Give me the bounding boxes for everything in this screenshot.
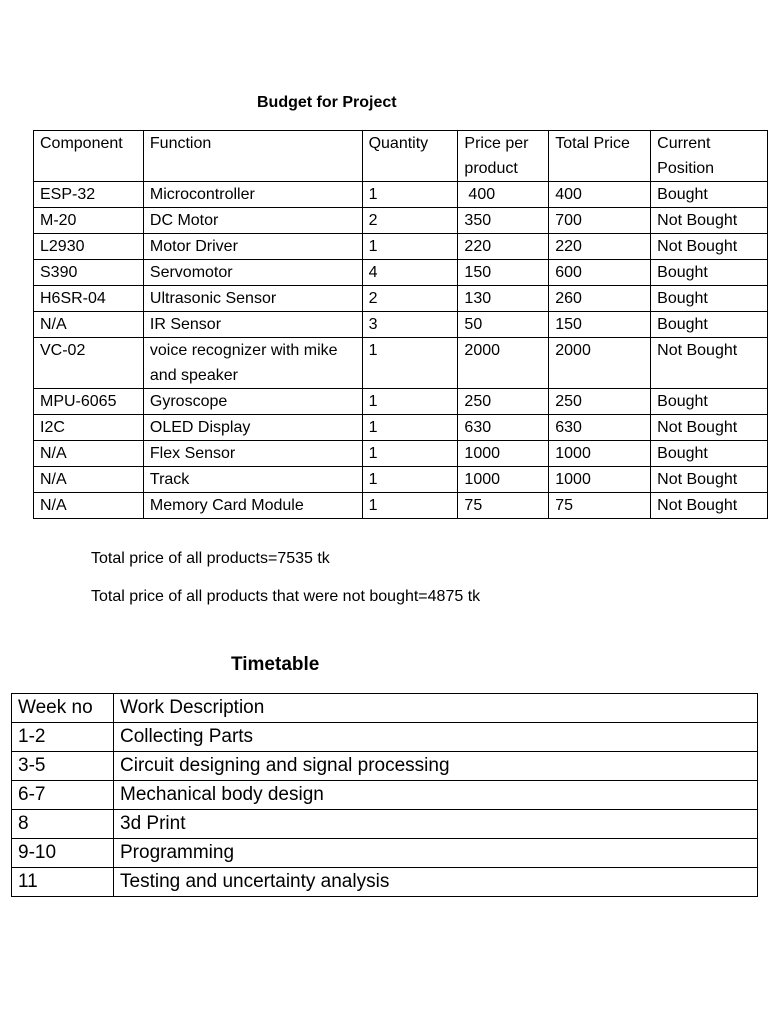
work-description-cell: Collecting Parts <box>114 723 758 752</box>
budget-row <box>34 260 768 286</box>
total-price-cell: 700 <box>549 208 651 234</box>
component-cell: S390 <box>34 260 144 286</box>
price-per-product-cell: 220 <box>458 234 549 260</box>
total-price-cell: 250 <box>549 389 651 415</box>
component-cell: ESP-32 <box>34 182 144 208</box>
summary-total-price: Total price of all products=7535 tk <box>91 550 330 567</box>
price-per-product-cell: 630 <box>458 415 549 441</box>
function-cell: Microcontroller <box>143 182 362 208</box>
quantity-cell: 3 <box>362 312 458 338</box>
budget-row <box>34 493 768 519</box>
quantity-cell: 1 <box>362 234 458 260</box>
budget-row <box>34 467 768 493</box>
column-header-current-position: Current Position <box>651 131 768 182</box>
total-price-cell: 400 <box>549 182 651 208</box>
price-per-product-cell: 2000 <box>458 338 549 389</box>
budget-table <box>33 130 768 519</box>
total-price-cell: 600 <box>549 260 651 286</box>
quantity-cell: 1 <box>362 338 458 389</box>
column-header-total-price: Total Price <box>549 131 651 182</box>
quantity-cell: 2 <box>362 286 458 312</box>
component-cell: N/A <box>34 493 144 519</box>
component-cell: M-20 <box>34 208 144 234</box>
current-position-cell: Not Bought <box>651 493 768 519</box>
column-header-week-no: Week no <box>12 694 114 723</box>
component-cell: VC-02 <box>34 338 144 389</box>
current-position-cell: Not Bought <box>651 208 768 234</box>
price-per-product-cell: 350 <box>458 208 549 234</box>
total-price-cell: 220 <box>549 234 651 260</box>
function-cell: Memory Card Module <box>143 493 362 519</box>
price-per-product-cell: 400 <box>458 182 549 208</box>
work-description-cell: Programming <box>114 839 758 868</box>
price-per-product-cell: 250 <box>458 389 549 415</box>
quantity-cell: 1 <box>362 467 458 493</box>
function-cell: Motor Driver <box>143 234 362 260</box>
function-cell: Flex Sensor <box>143 441 362 467</box>
total-price-cell: 2000 <box>549 338 651 389</box>
price-per-product-cell: 1000 <box>458 441 549 467</box>
component-cell: I2C <box>34 415 144 441</box>
week-cell: 6-7 <box>12 781 114 810</box>
total-price-cell: 1000 <box>549 467 651 493</box>
current-position-cell: Bought <box>651 389 768 415</box>
total-price-cell: 260 <box>549 286 651 312</box>
current-position-cell: Bought <box>651 312 768 338</box>
component-cell: N/A <box>34 312 144 338</box>
quantity-cell: 2 <box>362 208 458 234</box>
week-cell: 1-2 <box>12 723 114 752</box>
quantity-cell: 1 <box>362 493 458 519</box>
work-description-cell: Testing and uncertainty analysis <box>114 868 758 897</box>
column-header-quantity: Quantity <box>362 131 458 182</box>
current-position-cell: Not Bought <box>651 234 768 260</box>
function-cell: Ultrasonic Sensor <box>143 286 362 312</box>
function-cell: Track <box>143 467 362 493</box>
timetable-row <box>12 723 758 752</box>
function-cell: DC Motor <box>143 208 362 234</box>
timetable-row <box>12 868 758 897</box>
timetable-row <box>12 781 758 810</box>
week-cell: 9-10 <box>12 839 114 868</box>
work-description-cell: 3d Print <box>114 810 758 839</box>
current-position-cell: Bought <box>651 260 768 286</box>
budget-row <box>34 182 768 208</box>
component-cell: MPU-6065 <box>34 389 144 415</box>
work-description-cell: Mechanical body design <box>114 781 758 810</box>
timetable-header-row <box>12 694 758 723</box>
week-cell: 3-5 <box>12 752 114 781</box>
budget-row <box>34 208 768 234</box>
column-header-work-description: Work Description <box>114 694 758 723</box>
current-position-cell: Not Bought <box>651 415 768 441</box>
component-cell: H6SR-04 <box>34 286 144 312</box>
function-cell: OLED Display <box>143 415 362 441</box>
total-price-cell: 75 <box>549 493 651 519</box>
current-position-cell: Not Bought <box>651 338 768 389</box>
quantity-cell: 1 <box>362 441 458 467</box>
budget-row <box>34 286 768 312</box>
budget-row <box>34 312 768 338</box>
total-price-cell: 150 <box>549 312 651 338</box>
budget-row <box>34 441 768 467</box>
budget-header-row <box>34 131 768 182</box>
component-cell: N/A <box>34 467 144 493</box>
component-cell: L2930 <box>34 234 144 260</box>
quantity-cell: 1 <box>362 389 458 415</box>
week-cell: 11 <box>12 868 114 897</box>
quantity-cell: 1 <box>362 182 458 208</box>
timetable-title: Timetable <box>231 654 320 675</box>
function-cell: Servomotor <box>143 260 362 286</box>
current-position-cell: Bought <box>651 182 768 208</box>
timetable-row <box>12 752 758 781</box>
price-per-product-cell: 150 <box>458 260 549 286</box>
quantity-cell: 1 <box>362 415 458 441</box>
current-position-cell: Bought <box>651 441 768 467</box>
work-description-cell: Circuit designing and signal processing <box>114 752 758 781</box>
budget-row <box>34 234 768 260</box>
budget-row <box>34 415 768 441</box>
timetable-row <box>12 839 758 868</box>
price-per-product-cell: 130 <box>458 286 549 312</box>
total-price-cell: 630 <box>549 415 651 441</box>
budget-title: Budget for Project <box>257 94 397 111</box>
function-cell: voice recognizer with mike and speaker <box>143 338 362 389</box>
timetable-row <box>12 810 758 839</box>
price-per-product-cell: 1000 <box>458 467 549 493</box>
budget-row <box>34 338 768 389</box>
column-header-component: Component <box>34 131 144 182</box>
column-header-price-per-product: Price per product <box>458 131 549 182</box>
price-per-product-cell: 50 <box>458 312 549 338</box>
column-header-function: Function <box>143 131 362 182</box>
component-cell: N/A <box>34 441 144 467</box>
summary-not-bought-price: Total price of all products that were not bought=4875 tk <box>91 588 481 605</box>
total-price-cell: 1000 <box>549 441 651 467</box>
budget-row <box>34 389 768 415</box>
week-cell: 8 <box>12 810 114 839</box>
price-per-product-cell: 75 <box>458 493 549 519</box>
quantity-cell: 4 <box>362 260 458 286</box>
function-cell: IR Sensor <box>143 312 362 338</box>
function-cell: Gyroscope <box>143 389 362 415</box>
current-position-cell: Not Bought <box>651 467 768 493</box>
current-position-cell: Bought <box>651 286 768 312</box>
timetable-table <box>11 693 758 897</box>
